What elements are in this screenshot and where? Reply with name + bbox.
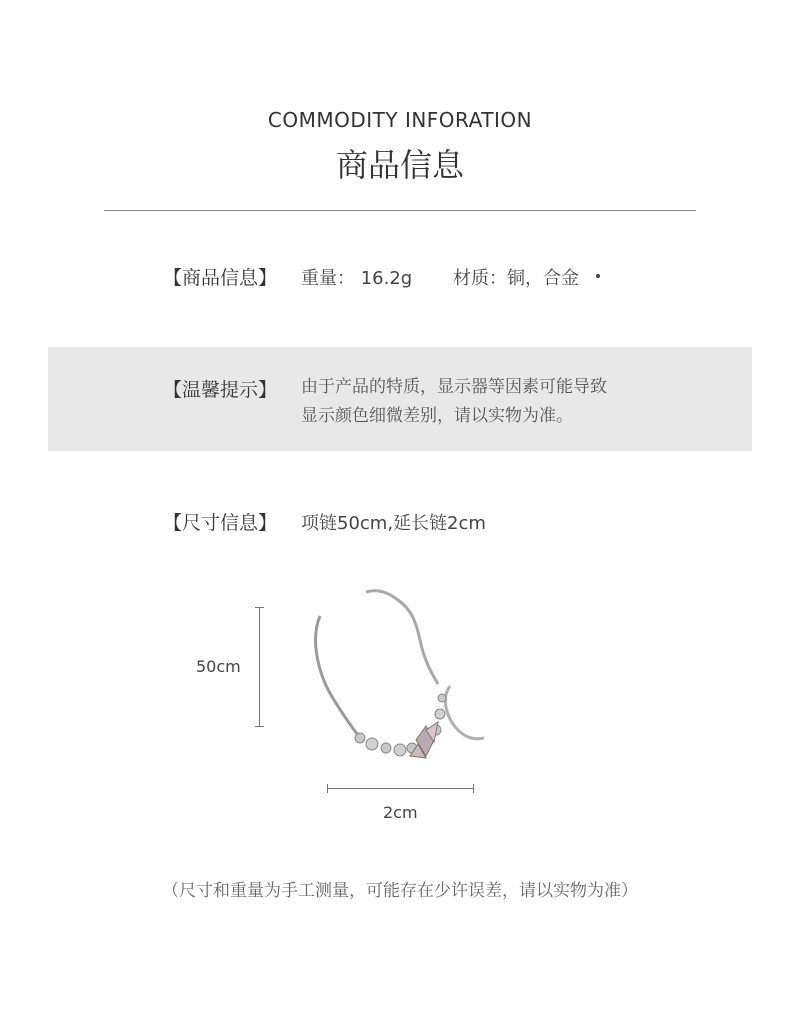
height-tick-bottom	[255, 726, 264, 727]
height-dimension-line	[259, 607, 260, 727]
tip-line-2: 显示颜色细微差别，请以实物为准。	[301, 406, 573, 426]
footer-note: （尺寸和重量为手工测量，可能存在少许误差，请以实物为准）	[162, 881, 638, 901]
info-label: 【商品信息】	[163, 267, 278, 289]
bullet-dot	[596, 274, 600, 278]
title-english: COMMODITY INFORATION	[267, 108, 533, 132]
weight-value: 重量： 16.2g	[301, 268, 413, 289]
width-dimension-label: 2cm	[383, 803, 418, 822]
tip-line-1: 由于产品的特质，显示器等因素可能导致	[301, 377, 607, 397]
size-value: 项链50cm,延长链2cm	[301, 513, 486, 534]
width-tick-left	[327, 784, 328, 793]
width-tick-right	[473, 784, 474, 793]
title-chinese: 商品信息	[335, 146, 464, 184]
height-tick-top	[255, 607, 264, 608]
size-label: 【尺寸信息】	[163, 512, 278, 534]
necklace-image	[300, 580, 500, 780]
divider	[104, 210, 696, 211]
width-dimension-line	[327, 788, 474, 789]
tip-label: 【温馨提示】	[163, 379, 278, 401]
height-dimension-label: 50cm	[196, 657, 241, 676]
material-value: 材质：铜，合金	[453, 268, 579, 289]
